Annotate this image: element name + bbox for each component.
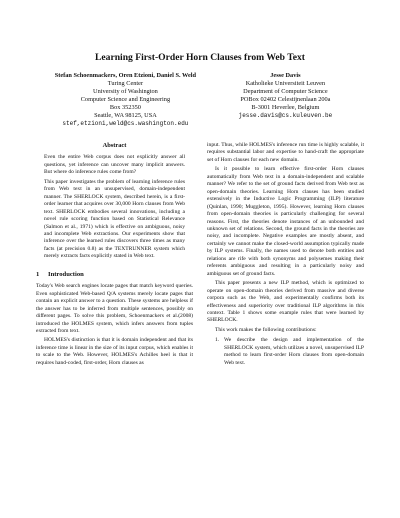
list-number: 1. — [215, 337, 220, 344]
author-block-leuven — [215, 72, 356, 128]
abstract — [36, 154, 193, 260]
contributions-list — [207, 337, 364, 367]
right-column — [207, 142, 364, 369]
author-email: stef,etzioni,weld@cs.washington.edu — [62, 120, 189, 127]
author-block-uw — [36, 72, 215, 128]
body-paragraph: input. Thus, while HOLMES's inference run time is highly scalable, it requires substantial labor and expertise to hand-craft the appropriate set of Horn clauses for each new domain. — [207, 142, 364, 163]
section-heading — [36, 271, 193, 278]
body-paragraph: Today's Web search engines locate pages that match keyword queries. Even sophisticated Web-based Q/A systems merely locate pages that contain an explicit answer to a question. These systems are helpless if the answer has to be inferred from multiple sentences, possibly on different pages. To solve this problem, Schoenmackers et al.(2008) introduced the HOLMES system, which infers answers from tuples extracted from text. — [36, 283, 193, 334]
affiliation-line: B-3001 Heverlee, Belgium — [251, 104, 320, 111]
body-columns — [36, 142, 364, 369]
body-paragraph: This paper presents a new ILP method, which is optimized to operate on open-domain theories derived from massive and diverse corpora such as the Web, and experimentally confirms both its effectiveness and superiority over traditional ILP algorithms in this context. Table 1 shows some example rules that were learned by SHERLOCK. — [207, 280, 364, 324]
abstract-paragraph: Even the entire Web corpus does not explicitly answer all questions, yet inference can uncover many implicit answers. But where do inference rules come from? — [44, 154, 185, 176]
abstract-heading: Abstract — [102, 142, 127, 149]
section-number: 1 — [36, 270, 40, 278]
affiliation-line: Turing Center — [107, 80, 144, 87]
author-section — [36, 72, 364, 128]
list-text: We describe the design and implementation of the SHERLOCK system, which utilizes a novel, unsupervised ILP method to learn first-order Horn clauses from open-domain Web text. — [224, 337, 364, 366]
author-names: Jesse Davis — [270, 72, 301, 79]
affiliation-line: Katholieke Universiteit Leuven — [245, 80, 326, 87]
affiliation-line: Seattle, WA 98125, USA — [94, 112, 157, 119]
left-column — [36, 142, 193, 369]
section-title: Introduction — [48, 270, 84, 278]
affiliation-line: Box 352350 — [109, 104, 141, 111]
affiliation-line: Computer Science and Engineering — [80, 96, 171, 103]
body-paragraph: This work makes the following contributions: — [215, 326, 317, 333]
author-names: Stefan Schoenmackers, Oren Etzioni, Daniel S. Weld — [54, 72, 197, 79]
affiliation-line: University of Washington — [93, 88, 158, 95]
body-paragraph: Is it possible to learn effective first-order Horn clauses automatically from Web text in a domain-independent and scalable manner? We refer to the set of ground facts derived from Web text as open-domain theories. Learning Horn clauses has been studied extensively in the Inductive Logic Programming (ILP) literature (Quinlan, 1990; Muggleton, 1995). However, learning Horn clauses from open-domain theories is particularly challenging for several reasons. First, the theories denote instances of an unbounded and unknown set of relations. Second, the ground facts in the theories are noisy, and incomplete. Negative examples are mostly absent, and certainly we cannot make the closed-world assumption typically made by ILP systems. Finally, the names used to denote both entities and relations are rife with both synonyms and polysemes making their referents ambiguous and resulting in a particularly noisy and ambiguous set of ground facts. — [207, 166, 364, 277]
author-email: jesse.davis@cs.kuleuven.be — [238, 112, 333, 119]
list-item — [215, 337, 364, 367]
abstract-paragraph: This paper investigates the problem of learning inference rules from Web text in an unsupervised, domain-independent manner. The SHERLOCK system, described herein, is a first-order learner that acquires over 30,000 Horn clauses from Web text. SHERLOCK embodies several innovations, including a novel rule scoring function based on Statistical Relevance (Salmon et al., 1971) which is effective on ambiguous, noisy and incomplete Web extractions. Our experiments show that inference over the learned rules discovers three times as many facts (at precision 0.8) as the TEXTRUNNER system which merely extracts facts explicitly stated in Web text. — [44, 178, 185, 260]
paper-title: Learning First-Order Horn Clauses from Web Text — [95, 52, 305, 63]
affiliation-line: Department of Computer Science — [243, 88, 328, 95]
affiliation-line: POBox 02402 Celestijnenlaan 200a — [240, 96, 331, 103]
body-paragraph: HOLMES's distinction is that it is domain independent and that its inference time is linear in the size of its input corpus, which enables it to scale to the Web. However, HOLMES's Achilles heel is that it requires hand-coded, first-order, Horn clauses as — [36, 337, 193, 366]
